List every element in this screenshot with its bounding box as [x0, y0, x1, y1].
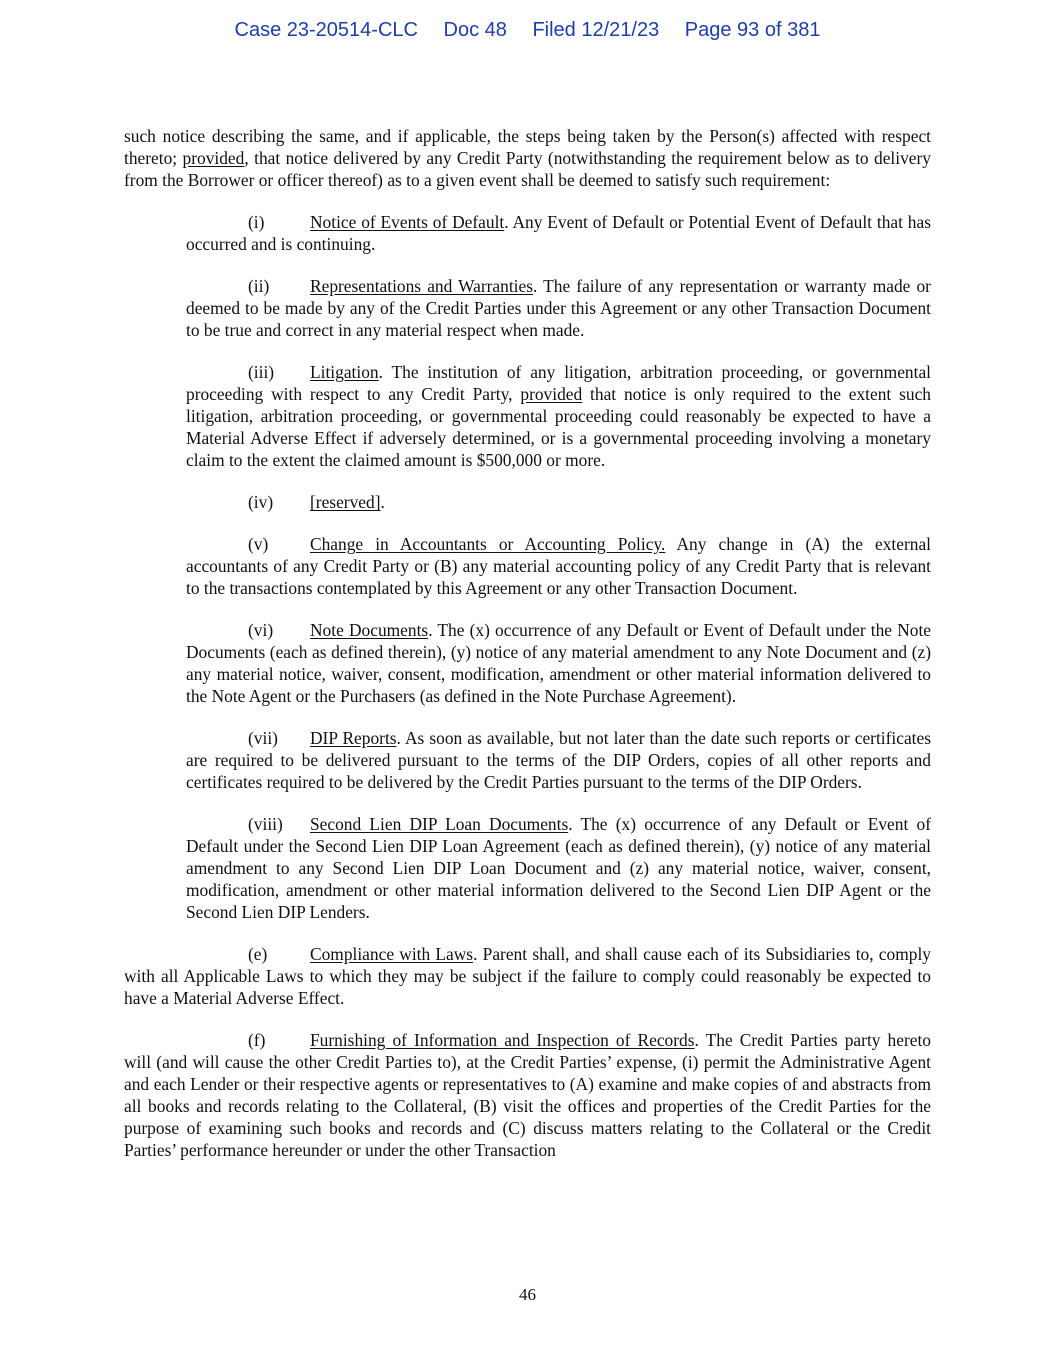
item-text: . The failure of any representation or warranty made or deemed to be made by any of the Credit Parties under this Agreement or any other Transaction Document to be true and correct in any material respect when made.	[186, 276, 931, 340]
item-ii	[186, 275, 931, 341]
document-body	[124, 125, 931, 1181]
item-title: Second Lien DIP Loan Documents	[310, 814, 569, 834]
page-count: Page 93 of 381	[684, 19, 821, 41]
item-iii	[186, 361, 931, 471]
case-number: Case 23-20514-CLC	[234, 19, 418, 41]
item-text: . The (x) occurrence of any Default or Event of Default under the Second Lien DIP Loan Agreement (each as defined therein), (y) notice of any material amendment to any Second Lien DIP Loan Document and (z) any material notice, waiver, consent, modification, amendment or other material information delivered to the Second Lien DIP Agent or the Second Lien DIP Lenders.	[186, 814, 931, 922]
filed-date: Filed 12/21/23	[532, 19, 660, 41]
item-text: .	[380, 492, 385, 512]
item-title: Representations and Warranties	[310, 276, 533, 296]
item-v	[186, 533, 931, 599]
item-number: (iii)	[248, 362, 275, 382]
case-header	[0, 19, 1055, 42]
provided-term: provided	[520, 384, 583, 404]
section-title: Furnishing of Information and Inspection of Records	[310, 1030, 695, 1050]
provided-term: provided	[182, 148, 245, 168]
page-number: 46	[519, 1285, 536, 1304]
item-title: Change in Accountants or Accounting Policy.	[310, 534, 666, 554]
section-number: (f)	[248, 1030, 266, 1050]
doc-number: Doc 48	[443, 19, 507, 41]
item-iv	[186, 491, 931, 513]
item-number: (viii)	[248, 814, 283, 834]
item-text: . The (x) occurrence of any Default or Event of Default under the Note Documents (each as defined therein), (y) notice of any material amendment to any Note Document and (z) any material notice, waiver, consent, modification, amendment or other material information delivered to the Note Agent or the Purchasers (as defined in the Note Purchase Agreement).	[186, 620, 931, 706]
section-title: Compliance with Laws	[310, 944, 474, 964]
item-number: (v)	[248, 534, 269, 554]
item-text: . As soon as available, but not later than the date such reports or certificates are required to be delivered pursuant to the terms of the DIP Orders, copies of all other reports and certificates required to be delivered by the Credit Parties pursuant to the terms of the DIP Orders.	[186, 728, 931, 792]
section-text: . Parent shall, and shall cause each of its Subsidiaries to, comply with all Applicable Laws to which they may be subject if the failure to comply could reasonably be expected to have a Material Adverse Effect.	[124, 944, 931, 1008]
item-text: that notice is only required to the extent such litigation, arbitration proceeding, or governmental proceeding could reasonably be expected to have a Material Adverse Effect if adversely determined, or is a governmental proceeding involving a monetary claim to the extent the claimed amount is $500,000 or more.	[186, 384, 931, 470]
item-number: (i)	[248, 212, 265, 232]
section-text: . The Credit Parties party hereto will (and will cause the other Credit Parties to), at the Credit Parties’ expense, (i) permit the Administrative Agent and each Lender or their respective agents or representatives to (A) examine and make copies of and abstracts from all books and records relating to the Collateral, (B) visit the offices and properties of the Credit Parties for the purpose of examining such books and records and (C) discuss matters relating to the Collateral or the Credit Parties’ performance hereunder or under the other Transaction	[124, 1030, 932, 1160]
item-number: (ii)	[248, 276, 270, 296]
item-viii	[186, 813, 931, 923]
section-e	[124, 943, 931, 1009]
item-vi	[186, 619, 931, 707]
item-text: Any change in (A) the external accountants of any Credit Party or (B) any material accounting policy of any Credit Party that is relevant to the transactions contemplated by this Agreement or any other Transaction Document.	[186, 534, 931, 598]
item-i	[186, 211, 931, 255]
intro-paragraph: such notice describing the same, and if applicable, the steps being taken by the Person(s) affected with respect thereto; provided, that notice delivered by any Credit Party (notwithstanding the requirement below as to delivery from the Borrower or officer thereof) as to a given event shall be deemed to satisfy such requirement:	[124, 126, 931, 190]
item-number: (vi)	[248, 620, 274, 640]
item-text: . Any Event of Default or Potential Event of Default that has occurred and is continuing.	[186, 212, 931, 254]
item-text: . The institution of any litigation, arbitration proceeding, or governmental proceeding with respect to any Credit Party,	[186, 362, 931, 404]
item-title: Note Documents	[310, 620, 429, 640]
section-f	[124, 1029, 931, 1161]
item-number: (iv)	[248, 492, 274, 512]
item-vii	[186, 727, 931, 793]
item-title: Notice of Events of Default	[310, 212, 505, 232]
section-number: (e)	[248, 944, 268, 964]
item-number: (vii)	[248, 728, 278, 748]
item-title: [reserved]	[310, 492, 381, 512]
item-title: DIP Reports	[310, 728, 397, 748]
item-title: Litigation	[310, 362, 379, 382]
